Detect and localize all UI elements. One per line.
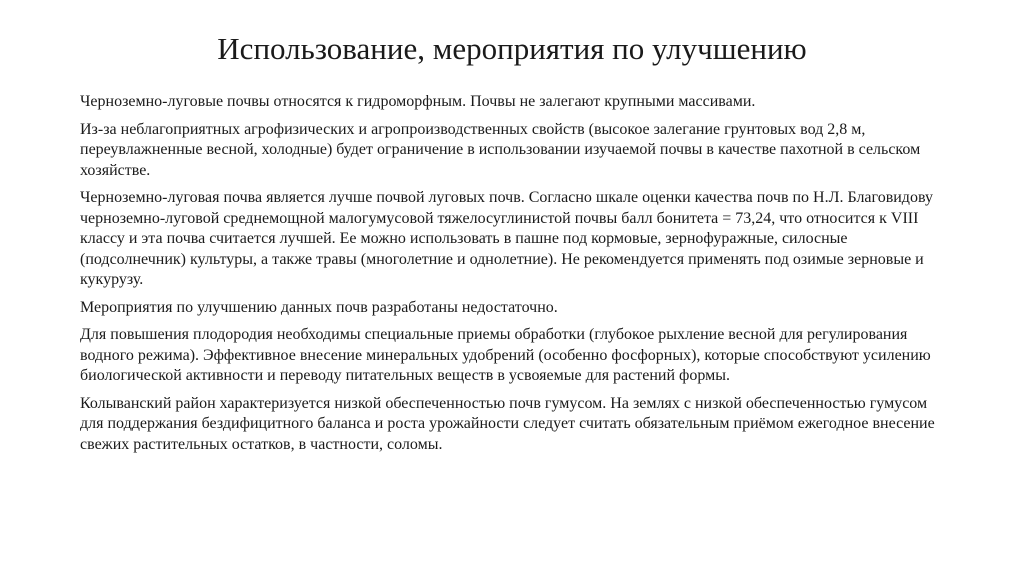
- paragraph-4: Мероприятия по улучшению данных почв разработаны недостаточно.: [80, 298, 558, 316]
- paragraph-1: Черноземно-луговые почвы относятся к гидроморфным. Почвы не залегают крупными массивами.: [80, 93, 756, 110]
- paragraph-3: Черноземно-луговая почва является лучше почвой луговых почв. Согласно шкале оценки качества почв по Н.Л. Благовидову черноземно-луговой среднемощной малогумусовой тяжелосуглинистой почвы балл бонитета = 73,24, что относится к VIII классу и эта почва считается лучшей. Ее можно использовать в пашне под кормовые, зернофуражные, силосные (подсолнечник) культуры, а также травы (многолетние и однолетние). Не рекомендуется применять под озимые зерновые и кукурузу.: [80, 189, 933, 288]
- paragraph-6: Колыванский район характеризуется низкой обеспеченностью почв гумусом. На землях с низкой обеспеченностью гумусом для поддержания бездифицитного баланса и роста урожайности следует считать обязательным приёмом ежегодное внесение свежих растительных остатков, в частности, соломы.: [80, 394, 935, 453]
- slide-title: Использование, мероприятия по улучшению: [217, 31, 807, 66]
- paragraph-2: Из-за неблагоприятных агрофизических и агропроизводственных свойств (высокое залегание грунтовых вод 2,8 м, переувлажненные весной, холодные) будет ограничение в использовании изучаемой почвы в качестве пахотной в сельском хозяйстве.: [80, 120, 921, 179]
- paragraph-5: Для повышения плодородия необходимы специальные приемы обработки (глубокое рыхление весной для регулирования водного режима). Эффективное внесение минеральных удобрений (особенно фосфорных), которые способствуют усилению биологической активности и переводу питательных веществ в усвояемые для растений формы.: [80, 326, 931, 384]
- slide-body: [80, 92, 952, 462]
